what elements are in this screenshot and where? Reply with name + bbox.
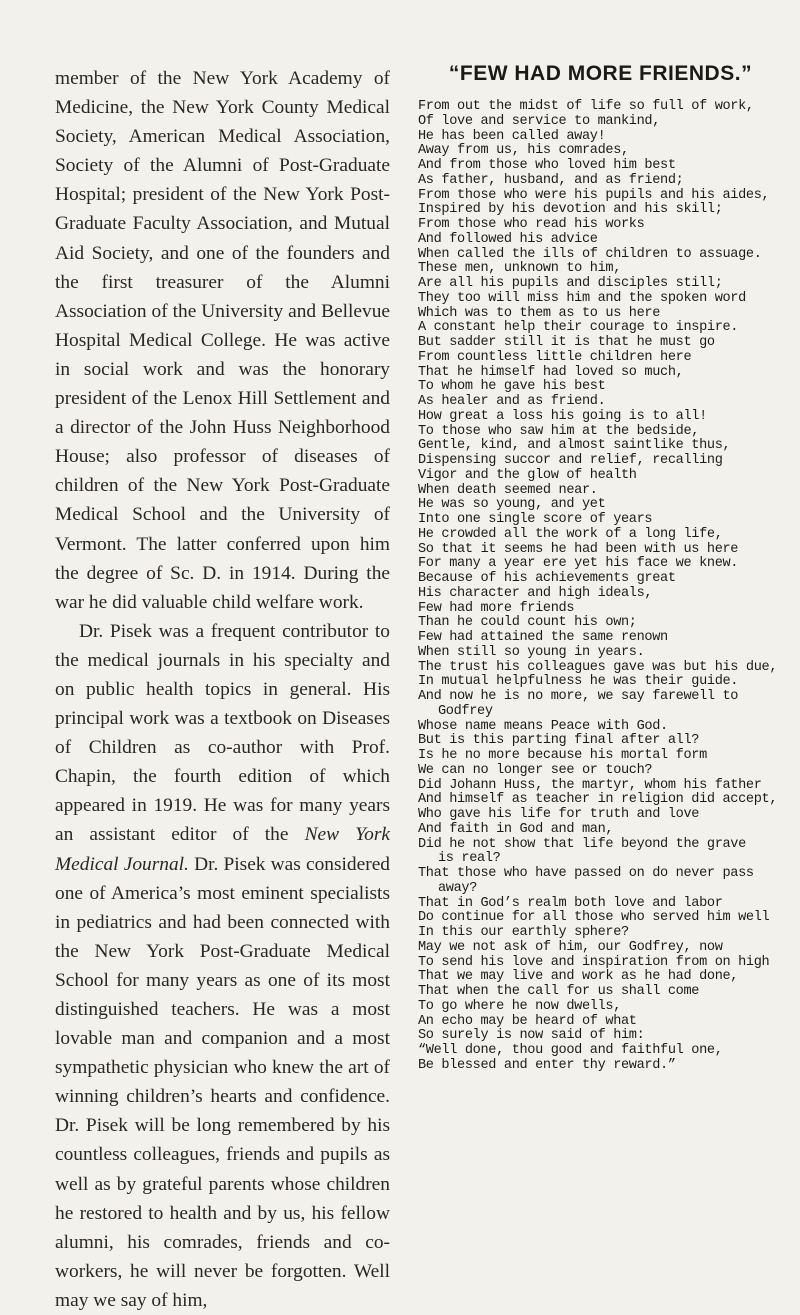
poem-line: Away from us, his comrades, (418, 143, 629, 159)
obituary-paragraph-2 (55, 617, 390, 1315)
poem-line: Who gave his life for truth and love (418, 807, 700, 822)
poem-line: Because of his achievements great (418, 571, 676, 586)
obituary-column (55, 64, 390, 1315)
poem-line: Into one single score of years (418, 512, 653, 527)
paragraph-2-text-b: Dr. Pisek was considered one of America’s most eminent specialists in pediatrics and had been connected with the New York Post-Graduate Medical School for many years as one of its most distinguished teachers. He was a most lovable man and companion and a most sympathetic physician who knew the art of winning children’s hearts and confidence. Dr. Pisek will be long remembered by his countless colleagues, friends and pupils as well as by grateful parents whose children he restored to health and by us, his fellow alumni, his comrades, friends and co-workers, he will never be forgotten. Well may we say of him, (55, 853, 390, 1311)
poem-line: These men, unknown to him, (418, 261, 621, 277)
poem-line: “Well done, thou good and faithful one, (418, 1043, 723, 1058)
obituary-paragraph-1: member of the New York Academy of Medicine, the New York County Medical Society, American Medical Association, Society of the Alumni of Post-Graduate Hospital; president of the New York Post-Graduate Faculty Association, and Mutual Aid Society, and one of the founders and the first treasurer of the Alumni Association of the University and Bellevue Hospital Medical College. He was active in social work and was the honorary president of the Lenox Hill Settlement and a director of the John Huss Neighborhood House; also professor of diseases of children of the New York Post-Graduate Medical School and the University of Vermont. The latter conferred upon him the degree of Sc. D. in 1914. During the war he did valuable child welfare work. (55, 68, 390, 613)
poem-line: To whom he gave his best (418, 379, 606, 395)
poem-line: That in God’s realm both love and labor (418, 895, 723, 911)
poem-line: His character and high ideals, (418, 585, 653, 601)
poem-line: Godfrey (438, 703, 493, 719)
poem-line: And from those who loved him best (418, 158, 676, 173)
poem-line: And now he is no more, we say farewell to (418, 689, 739, 704)
poem-line: From those who read his works (418, 217, 645, 232)
poem-line: From countless little children here (418, 349, 692, 365)
poem-line: That those who have passed on do never pass (418, 866, 754, 881)
poem-column (418, 62, 793, 1074)
poem-line: Do continue for all those who served him well (418, 910, 770, 926)
poem-line: Inspired by his devotion and his skill; (418, 202, 723, 218)
poem-line: In mutual helpfulness he was their guide. (418, 674, 739, 690)
poem-line: He was so young, and yet (418, 497, 606, 513)
poem-line: Is he no more because his mortal form (418, 748, 707, 763)
poem-line: We can no longer see or touch? (418, 762, 653, 778)
poem-line: Gentle, kind, and almost saintlike thus, (418, 438, 731, 454)
poem-line: In this our earthly sphere? (418, 925, 629, 940)
poem-line: When called the ills of children to assuage. (418, 246, 762, 262)
poem-line: From out the midst of life so full of work, (418, 99, 754, 114)
poem-line: A constant help their courage to inspire. (418, 320, 739, 336)
poem-line: That he himself had loved so much, (418, 364, 684, 380)
poem-line: To go where he now dwells, (418, 998, 621, 1014)
poem-line: Did Johann Huss, the martyr, whom his father (418, 777, 762, 793)
poem-line: As healer and as friend. (418, 394, 606, 409)
poem-line: Are all his pupils and disciples still; (418, 276, 723, 291)
poem-line: Few had more friends (418, 600, 575, 616)
journal-title: New York Medical Journal. (55, 824, 390, 875)
poem-line: When death seemed near. (418, 482, 598, 498)
poem-line: Whose name means Peace with God. (418, 718, 668, 734)
poem-line: An echo may be heard of what (418, 1013, 637, 1029)
poem-line: Few had attained the same renown (418, 630, 668, 645)
poem-line: Be blessed and enter thy reward.” (418, 1057, 676, 1073)
poem-line: The trust his colleagues gave was but his due, (418, 659, 778, 675)
poem-title: “FEW HAD MORE FRIENDS.” (448, 62, 753, 85)
poem-line: Which was to them as to us here (418, 305, 661, 321)
poem-line: is real? (438, 851, 501, 867)
poem-line: From those who were his pupils and his aides, (418, 187, 770, 203)
poem-line: Vigor and the glow of health (418, 467, 637, 483)
poem-line: Dispensing succor and relief, recalling (418, 453, 723, 468)
poem-line: He has been called away! (418, 128, 606, 144)
poem-line: Did he not show that life beyond the grave (418, 836, 746, 852)
poem-line: So surely is now said of him: (418, 1028, 645, 1044)
poem-line: And followed his advice (418, 231, 598, 247)
poem-line: He crowded all the work of a long life, (418, 526, 723, 542)
poem-line: So that it seems he had been with us here (418, 541, 739, 557)
poem-line: They too will miss him and the spoken word (418, 290, 746, 306)
poem-line: And himself as teacher in religion did accept, (418, 792, 778, 808)
poem-line: For many a year ere yet his face we knew. (418, 556, 739, 572)
poem-line: When still so young in years. (418, 644, 645, 660)
poem-lines (418, 100, 793, 1074)
poem-line: How great a loss his going is to all! (418, 408, 707, 424)
poem-line: To those who saw him at the bedside, (418, 423, 700, 439)
poem-line: As father, husband, and as friend; (418, 172, 684, 188)
poem-line: But sadder still it is that he must go (418, 335, 715, 350)
poem-line: That we may live and work as he had done, (418, 969, 739, 985)
poem-line: Of love and service to mankind, (418, 113, 661, 129)
poem-line: away? (438, 880, 478, 896)
paragraph-2-text-a: Dr. Pisek was a frequent contributor to the medical journals in his specialty and on public health topics in general. His principal work was a textbook on Diseases of Children as co-author with Prof. Chapin, the fourth edition of which appeared in 1919. He was for many years an assistant editor of the (55, 620, 390, 846)
poem-line: To send his love and inspiration from on high (418, 954, 770, 970)
poem-line: Than he could count his own; (418, 615, 637, 631)
poem-line: That when the call for us shall come (418, 984, 700, 999)
poem-line: And faith in God and man, (418, 821, 614, 837)
poem-line: But is this parting final after all? (418, 733, 700, 749)
poem-line: May we not ask of him, our Godfrey, now (418, 939, 723, 955)
